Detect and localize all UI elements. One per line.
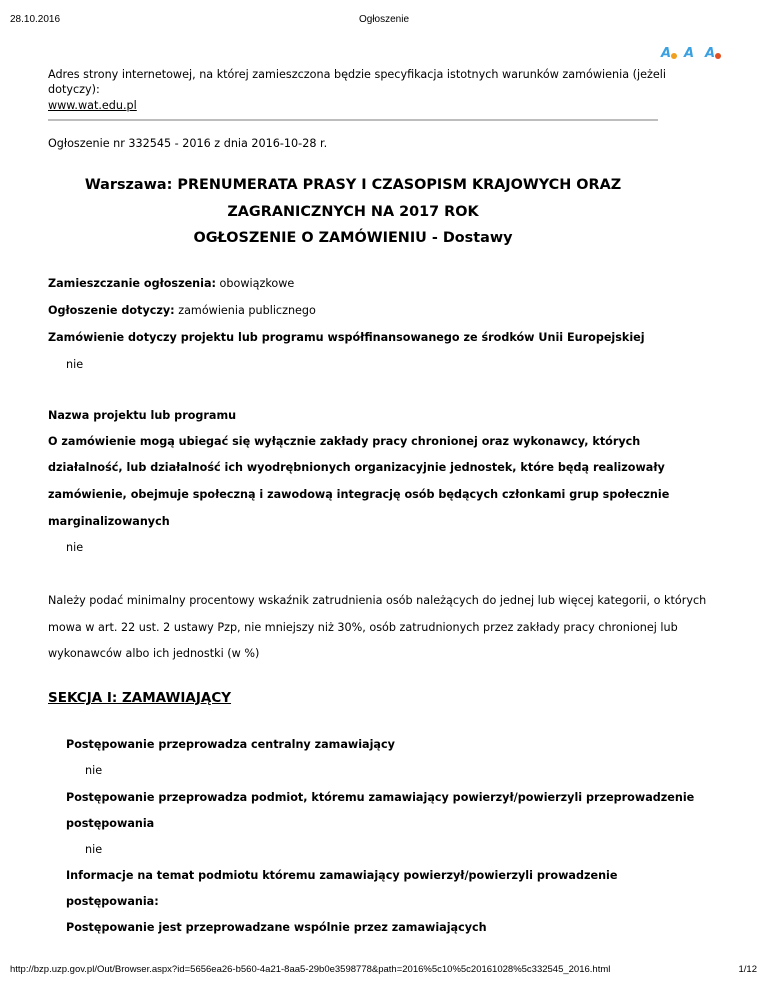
footer-url: http://bzp.uzp.gov.pl/Out/Browser.aspx?id=5656ea26-b560-4a21-8aa5-29b0e3598778&path=2016%5c10%5c20161028%5c332545_2016.html <box>10 964 611 975</box>
dotyczy-value: zamówienia publicznego <box>174 304 316 317</box>
dotyczy-row <box>48 303 316 318</box>
centralny-value: nie <box>85 764 103 777</box>
chronione-line-4: marginalizowanych <box>48 515 170 528</box>
ue-value: nie <box>66 358 84 371</box>
zamieszczanie-row <box>48 276 294 291</box>
section-heading-zamawiajacy: SEKCJA I: ZAMAWIAJĄCY <box>48 690 232 706</box>
font-smaller-icon[interactable] <box>660 44 678 60</box>
notice-number: Ogłoszenie nr 332545 - 2016 z dnia 2016-10-28 r. <box>48 137 328 150</box>
svg-text:A: A <box>705 46 716 60</box>
wskaznik-line-3: wykonawców albo ich jednostki (w %) <box>48 647 260 660</box>
chronione-line-1: O zamówienie mogą ubiegać się wyłącznie zakłady pracy chronionej oraz wykonawcy, których <box>48 435 641 448</box>
info-line-1: Informacje na temat podmiotu któremu zamawiający powierzył/powierzyli prowadzenie <box>66 869 618 882</box>
page-title-line-3: OGŁOSZENIE O ZAMÓWIENIU - Dostawy <box>193 230 513 246</box>
info-line-2: postępowania: <box>66 895 159 908</box>
page-title-line-1: Warszawa: PRENUMERATA PRASY I CZASOPISM KRAJOWYCH ORAZ <box>84 177 622 193</box>
wskaznik-line-1: Należy podać minimalny procentowy wskaźnik zatrudnienia osób należących do jednej lub więcej kategorii, o których <box>48 594 707 607</box>
font-larger-icon[interactable] <box>704 44 722 60</box>
nazwa-projektu-label: Nazwa projektu lub programu <box>48 409 237 422</box>
chronione-line-2: działalność, lub działalność ich wyodrębnionych organizacyjnie jednostek, które będą realizowały <box>48 461 665 474</box>
ue-label: Zamówienie dotyczy projektu lub programu współfinansowanego ze środków Unii Europejskiej <box>48 331 645 344</box>
intro-line-1: Adres strony internetowej, na której zamieszczona będzie specyfikacja istotnych warunków zamówienia (jeżeli <box>48 68 666 81</box>
print-title: Ogłoszenie <box>358 14 410 25</box>
page-number: 1/12 <box>738 964 757 975</box>
wspolnie-label: Postępowanie jest przeprowadzane wspólnie przez zamawiających <box>66 921 487 934</box>
podmiot-line-2: postępowania <box>66 817 155 830</box>
wskaznik-line-2: mowa w art. 22 ust. 2 ustawy Pzp, nie mniejszy niż 30%, osób zatrudnionych przez zakłady pracy chronionej lub <box>48 621 678 634</box>
chronione-value: nie <box>66 541 84 554</box>
svg-text:A: A <box>661 46 672 60</box>
font-normal-icon[interactable] <box>682 44 700 60</box>
page-title-line-2: ZAGRANICZNYCH NA 2017 ROK <box>227 204 479 220</box>
intro-line-2: dotyczy): <box>48 83 100 96</box>
chronione-line-3: zamówienie, obejmuje społeczną i zawodową integrację osób będących członkami grup społecznie <box>48 488 670 501</box>
podmiot-value: nie <box>85 843 103 856</box>
divider <box>48 119 658 121</box>
website-link[interactable]: www.wat.edu.pl <box>48 99 137 112</box>
print-header <box>0 14 768 28</box>
zamieszczanie-value: obowiązkowe <box>216 277 295 290</box>
font-size-controls <box>660 44 724 60</box>
centralny-label: Postępowanie przeprowadza centralny zamawiający <box>66 738 395 751</box>
zamieszczanie-label: Zamieszczanie ogłoszenia: <box>48 277 216 290</box>
svg-text:A: A <box>684 46 695 60</box>
print-date: 28.10.2016 <box>10 14 61 25</box>
dotyczy-label: Ogłoszenie dotyczy: <box>48 304 175 317</box>
podmiot-line-1: Postępowanie przeprowadza podmiot, któremu zamawiający powierzył/powierzyli przeprowadzenie <box>66 791 695 804</box>
